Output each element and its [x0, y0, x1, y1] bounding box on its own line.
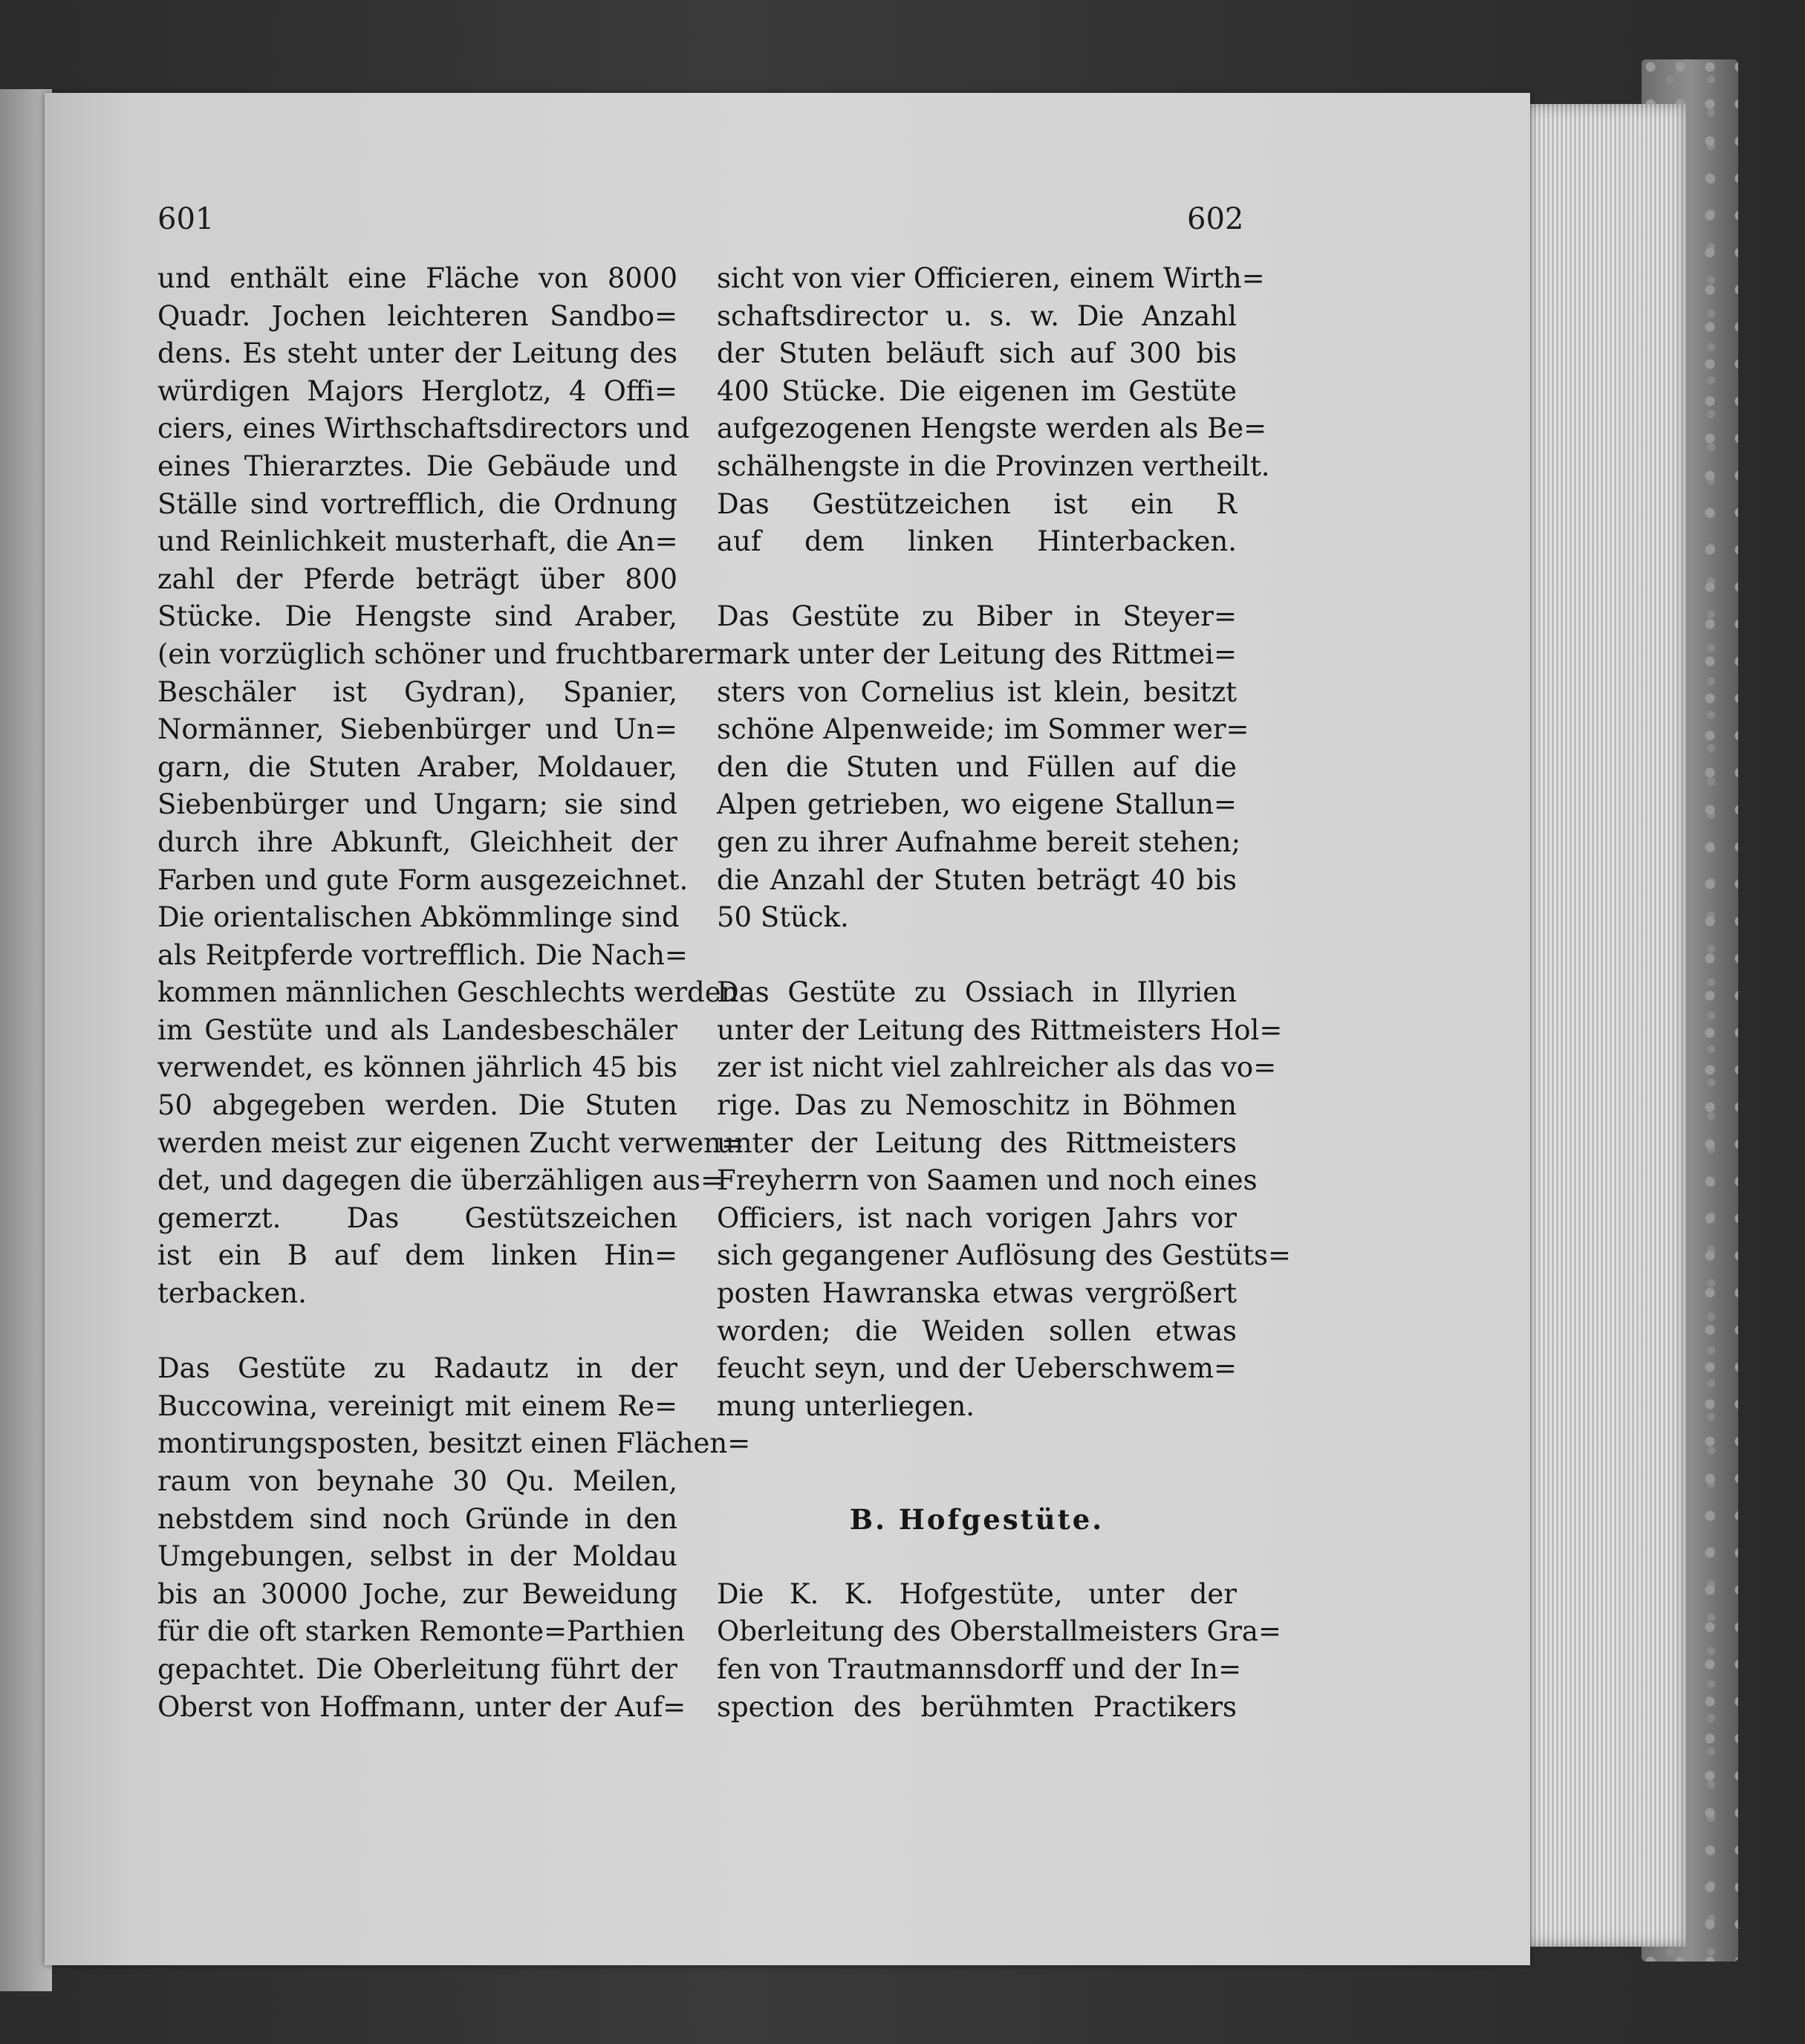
text-line: 400 Stücke. Die eigenen im Gestüte — [717, 374, 1237, 407]
text-line: Beschäler ist Gydran), Spanier, — [157, 675, 677, 708]
text-line: der Stuten beläuft sich auf 300 bis — [717, 337, 1237, 370]
paragraph-gap — [717, 1538, 1237, 1576]
text-line: Siebenbürger und Ungarn; sie sind — [157, 788, 677, 821]
text-line: 50 abgegeben werden. Die Stuten — [157, 1089, 677, 1122]
text-line: kommen männlichen Geschlechts werden — [157, 976, 739, 1009]
text-line: posten Hawranska etwas vergrößert — [717, 1277, 1237, 1310]
text-line: montirungsposten, besitzt einen Flächen= — [157, 1427, 751, 1460]
text-column-left — [157, 260, 751, 1726]
text-line: garn, die Stuten Araber, Moldauer, — [157, 750, 677, 783]
text-line: Buccowina, vereinigt mit einem Re= — [157, 1389, 677, 1422]
text-line: Quadr. Jochen leichteren Sandbo= — [157, 299, 677, 332]
text-line: und enthält eine Fläche von 8000 — [157, 262, 677, 294]
text-line: auf dem linken Hinterbacken. — [717, 525, 1237, 558]
text-line: und Reinlichkeit musterhaft, die An= — [157, 525, 678, 558]
text-line: spection des berühmten Practikers — [717, 1690, 1237, 1723]
page-number-left: 601 — [157, 202, 215, 236]
text-line: terbacken. — [157, 1277, 307, 1310]
text-line: rige. Das zu Nemoschitz in Böhmen — [717, 1089, 1237, 1122]
text-line: werden meist zur eigenen Zucht verwen= — [157, 1126, 744, 1159]
text-line: aufgezogenen Hengste werden als Be= — [717, 412, 1267, 445]
text-line: gepachtet. Die Oberleitung führt der — [157, 1652, 677, 1685]
text-line: bis an 30000 Joche, zur Beweidung — [157, 1577, 677, 1610]
text-line: gemerzt. Das Gestütszeichen — [157, 1201, 677, 1234]
text-line: den die Stuten und Füllen auf die — [717, 750, 1237, 783]
text-line: sich gegangener Auflösung des Gestüts= — [717, 1239, 1291, 1272]
text-line: Das Gestüte zu Ossiach in Illyrien — [717, 976, 1237, 1009]
text-line: Officiers, ist nach vorigen Jahrs vor — [717, 1201, 1237, 1234]
text-line: raum von beynahe 30 Qu. Meilen, — [157, 1465, 677, 1497]
paragraph-gap — [717, 561, 1237, 599]
text-line: 50 Stück. — [717, 901, 849, 934]
text-line: unter der Leitung des Rittmeisters Hol= — [717, 1013, 1283, 1046]
text-line: nebstdem sind noch Gründe in den — [157, 1502, 677, 1535]
text-column-right — [717, 260, 1291, 1726]
text-line: Oberst von Hoffmann, unter der Auf= — [157, 1690, 686, 1723]
text-line: Das Gestüte zu Biber in Steyer= — [717, 600, 1237, 633]
text-line: für die oft starken Remonte=Parthien — [157, 1615, 686, 1648]
paragraph-gap — [717, 1425, 1237, 1463]
text-line: gen zu ihrer Aufnahme bereit stehen; — [717, 825, 1241, 858]
text-line: Normänner, Siebenbürger und Un= — [157, 713, 677, 746]
paragraph-gap — [717, 1463, 1237, 1501]
text-line: verwendet, es können jährlich 45 bis — [157, 1051, 677, 1084]
paragraph-gap — [157, 1313, 677, 1351]
text-line: zahl der Pferde beträgt über 800 — [157, 562, 677, 595]
text-line: würdigen Majors Herglotz, 4 Offi= — [157, 374, 677, 407]
text-line: Das Gestützeichen ist ein R — [717, 487, 1237, 520]
text-line: det, und dagegen die überzähligen aus= — [157, 1164, 723, 1197]
text-line: Ställe sind vortrefflich, die Ordnung — [157, 487, 677, 520]
text-line: mark unter der Leitung des Rittmei= — [717, 637, 1237, 670]
text-line: schaftsdirector u. s. w. Die Anzahl — [717, 299, 1237, 332]
text-line: zer ist nicht viel zahlreicher als das vo= — [717, 1051, 1277, 1084]
text-line: im Gestüte und als Landesbeschäler — [157, 1013, 677, 1046]
text-line: (ein vorzüglich schöner und fruchtbarer — [157, 637, 718, 670]
text-line: sters von Cornelius ist klein, besitzt — [717, 675, 1237, 708]
text-line: schöne Alpenweide; im Sommer wer= — [717, 713, 1249, 746]
text-line: Das Gestüte zu Radautz in der — [157, 1352, 677, 1385]
text-line: als Reitpferde vortrefflich. Die Nach= — [157, 938, 688, 971]
text-line: Die orientalischen Abkömmlinge sind — [157, 901, 680, 934]
text-line: Alpen getrieben, wo eigene Stallun= — [717, 788, 1237, 821]
text-line: ciers, eines Wirthschaftsdirectors und — [157, 412, 690, 445]
section-heading: B. Hofgestüte. — [849, 1502, 1105, 1536]
text-line: Umgebungen, selbst in der Moldau — [157, 1540, 677, 1573]
text-line: die Anzahl der Stuten beträgt 40 bis — [717, 863, 1237, 896]
text-line: durch ihre Abkunft, Gleichheit der — [157, 825, 677, 858]
text-line: Die K. K. Hofgestüte, unter der — [717, 1577, 1237, 1610]
text-line: fen von Trautmannsdorff und der In= — [717, 1652, 1242, 1685]
text-line: unter der Leitung des Rittmeisters — [717, 1126, 1237, 1159]
text-line: worden; die Weiden sollen etwas — [717, 1314, 1237, 1347]
text-line: mung unterliegen. — [717, 1389, 975, 1422]
text-line: schälhengste in die Provinzen vertheilt. — [717, 450, 1270, 482]
text-line: Freyherrn von Saamen und noch eines — [717, 1164, 1258, 1197]
text-line: Stücke. Die Hengste sind Araber, — [157, 600, 677, 633]
text-line: dens. Es steht unter der Leitung des — [157, 337, 677, 370]
page-number-right: 602 — [1187, 202, 1244, 236]
text-line: eines Thierarztes. Die Gebäude und — [157, 450, 677, 482]
text-line: feucht seyn, und der Ueberschwem= — [717, 1352, 1237, 1385]
text-line: sicht von vier Officieren, einem Wirth= — [717, 262, 1265, 294]
paragraph-gap — [717, 937, 1237, 975]
text-line: Farben und gute Form ausgezeichnet. — [157, 863, 689, 896]
page-stack-edges — [1523, 104, 1686, 1947]
text-line: ist ein B auf dem linken Hin= — [157, 1239, 677, 1272]
text-line: Oberleitung des Oberstallmeisters Gra= — [717, 1615, 1281, 1648]
